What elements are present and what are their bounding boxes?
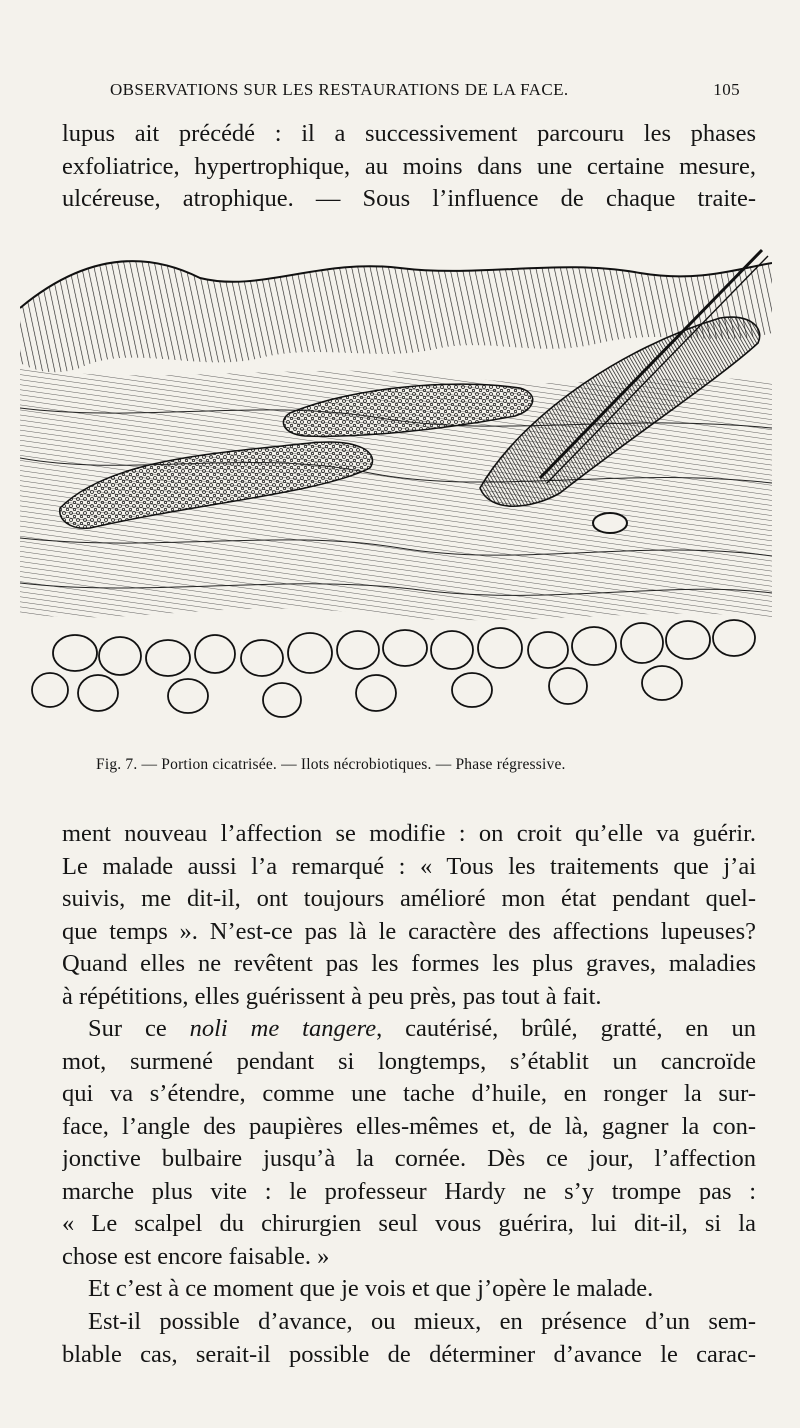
paragraph-bottom — [62, 818, 756, 1013]
text-line: qui va s’étendre, comme une tache d’huile, en ronger la sur- — [62, 1080, 756, 1107]
text-line: Quand elles ne revêtent pas les formes les plus graves, maladies — [62, 950, 756, 977]
page-number: 105 — [713, 80, 740, 99]
text-line: suivis, me dit-il, ont toujours amélioré mon état pendant quel- — [62, 885, 756, 912]
text-span: , cautérisé, brûlé, gratté, en un — [376, 1015, 756, 1042]
text-line: blable cas, serait-il possible de déterminer d’avance le carac- — [62, 1340, 756, 1368]
text-line: chose est encore faisable. » — [62, 1242, 330, 1270]
histology-engraving — [20, 238, 772, 738]
text-line: jonctive bulbaire jusqu’à la cornée. Dès ce jour, l’affection — [62, 1145, 756, 1172]
text-line: exfoliatrice, hypertrophique, au moins dans une certaine mesure, — [62, 152, 756, 180]
text-span: Sur ce — [88, 1015, 190, 1042]
text-line: Le malade aussi l’a remarqué : « Tous les traitements que j’ai — [62, 852, 756, 880]
text-line — [62, 1013, 756, 1046]
text-line: face, l’angle des paupières elles-mêmes et, de là, gagner la con- — [62, 1112, 756, 1140]
text-line: Est-il possible d’avance, ou mieux, en présence d’un sem- — [88, 1308, 756, 1335]
paragraph-last — [62, 1306, 756, 1371]
text-line: ment nouveau l’affection se modifie : on croit qu’elle va guérir. — [62, 820, 756, 847]
text-line: mot, surmené pendant si longtemps, s’établit un cancroïde — [62, 1047, 756, 1075]
text-line: Et c’est à ce moment que je vois et que j’opère le malade. — [88, 1275, 654, 1302]
text-line: marche plus vite : le professeur Hardy ne s’y trompe pas : — [62, 1177, 756, 1205]
paragraph-noli-me-tangere — [62, 1013, 756, 1273]
text-line: à répétitions, elles guérissent à peu près, pas tout à fait. — [62, 982, 602, 1010]
text-line: ulcéreuse, atrophique. — Sous l’influence de chaque traite- — [62, 185, 756, 212]
paragraph-moment — [62, 1273, 756, 1306]
fat-cells — [32, 620, 755, 717]
italic-phrase: noli me tangere — [189, 1015, 377, 1042]
paragraph-top — [62, 118, 756, 216]
figure-caption: Fig. 7. — Portion cicatrisée. — Ilots nécrobiotiques. — Phase régressive. — [96, 756, 566, 773]
text-line: que temps ». N’est-ce pas là le caractère des affections lupeuses? — [62, 917, 756, 945]
running-header — [110, 80, 740, 110]
text-line: lupus ait précédé : il a successivement parcouru les phases — [62, 120, 756, 147]
running-title: OBSERVATIONS SUR LES RESTAURATIONS DE LA FACE. — [110, 80, 569, 99]
text-line: « Le scalpel du chirurgien seul vous guérira, lui dit-il, si la — [62, 1210, 756, 1237]
